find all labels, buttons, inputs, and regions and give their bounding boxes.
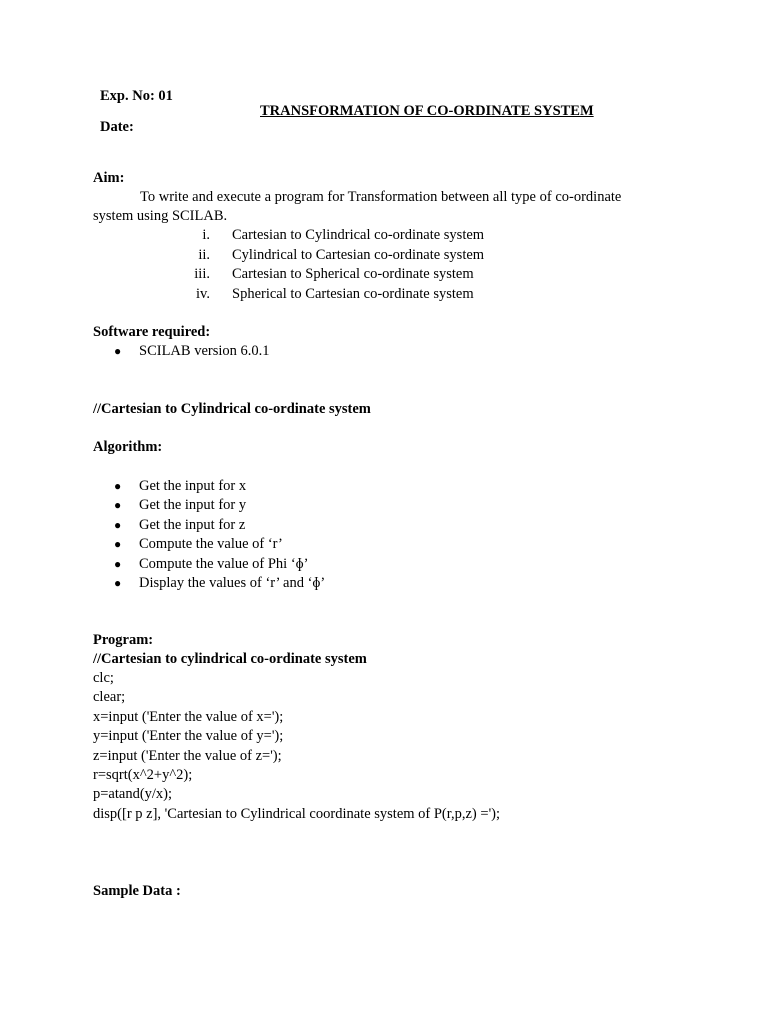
algorithm-step <box>0 496 768 515</box>
program-comment: //Cartesian to cylindrical co-ordinate system <box>93 651 367 667</box>
software-list-item <box>0 342 768 361</box>
aim-heading: Aim: <box>93 170 125 186</box>
code-line: x=input ('Enter the value of x='); <box>93 708 284 725</box>
code-line: r=sqrt(x^2+y^2); <box>93 767 193 783</box>
program-code <box>0 669 768 825</box>
aim-list-item <box>0 265 768 284</box>
document-title: TRANSFORMATION OF CO-ORDINATE SYSTEM <box>260 103 594 119</box>
bullet-icon: ● <box>114 344 122 358</box>
code-line: clear; <box>93 689 126 706</box>
step-text: Compute the value of Phi ‘ɸ’ <box>139 555 309 572</box>
code-line: p=atand(y/x); <box>93 786 173 803</box>
program-heading: Program: <box>93 632 154 648</box>
aim-list <box>0 226 768 304</box>
code-line: clc; <box>93 670 114 686</box>
step-text: Display the values of ‘r’ and ‘ɸ’ <box>139 575 326 591</box>
software-heading: Software required: <box>93 324 211 340</box>
step-text: Get the input for z <box>139 516 246 533</box>
algorithm-step <box>0 555 768 574</box>
list-number: iii. <box>194 266 210 282</box>
bullet-icon: ● <box>114 556 122 571</box>
algorithm-step <box>0 535 768 554</box>
code-line: disp([r p z], 'Cartesian to Cylindrical coordinate system of P(r,p,z) ='); <box>93 805 501 822</box>
list-text: Cartesian to Cylindrical co-ordinate system <box>232 227 485 243</box>
sample-data-heading: Sample Data : <box>93 883 181 899</box>
list-number: iv. <box>196 285 210 302</box>
aim-text-line-2: system using SCILAB. <box>93 208 228 224</box>
aim-list-item <box>0 226 768 245</box>
code-line: y=input ('Enter the value of y='); <box>93 728 284 745</box>
list-text: Spherical to Cartesian co-ordinate system <box>232 285 474 302</box>
algorithm-heading: Algorithm: <box>93 439 163 455</box>
bullet-icon: ● <box>114 576 122 590</box>
code-line: z=input ('Enter the value of z='); <box>93 747 282 764</box>
software-name: SCILAB version 6.0.1 <box>139 343 270 359</box>
algorithm-step <box>0 477 768 496</box>
bullet-icon: ● <box>114 517 122 532</box>
aim-list-item <box>0 246 768 265</box>
bullet-icon: ● <box>114 479 122 493</box>
step-text: Get the input for x <box>139 478 247 494</box>
date-label: Date: <box>100 119 134 135</box>
step-text: Get the input for y <box>139 497 247 514</box>
step-text: Compute the value of ‘r’ <box>139 536 283 553</box>
bullet-icon: ● <box>114 498 122 513</box>
aim-text-line-1: To write and execute a program for Transformation between all type of co-ordinate <box>140 189 622 205</box>
algorithm-step <box>0 516 768 535</box>
aim-list-item <box>0 285 768 304</box>
list-text: Cartesian to Spherical co-ordinate system <box>232 266 474 282</box>
list-number: i. <box>202 227 210 243</box>
algorithm-steps <box>0 477 768 594</box>
list-number: ii. <box>198 246 210 263</box>
algorithm-step <box>0 574 768 593</box>
list-text: Cylindrical to Cartesian co-ordinate system <box>232 246 485 263</box>
experiment-number: Exp. No: 01 <box>100 88 173 104</box>
section-heading: //Cartesian to Cylindrical co-ordinate system <box>93 401 371 417</box>
bullet-icon: ● <box>114 537 122 552</box>
